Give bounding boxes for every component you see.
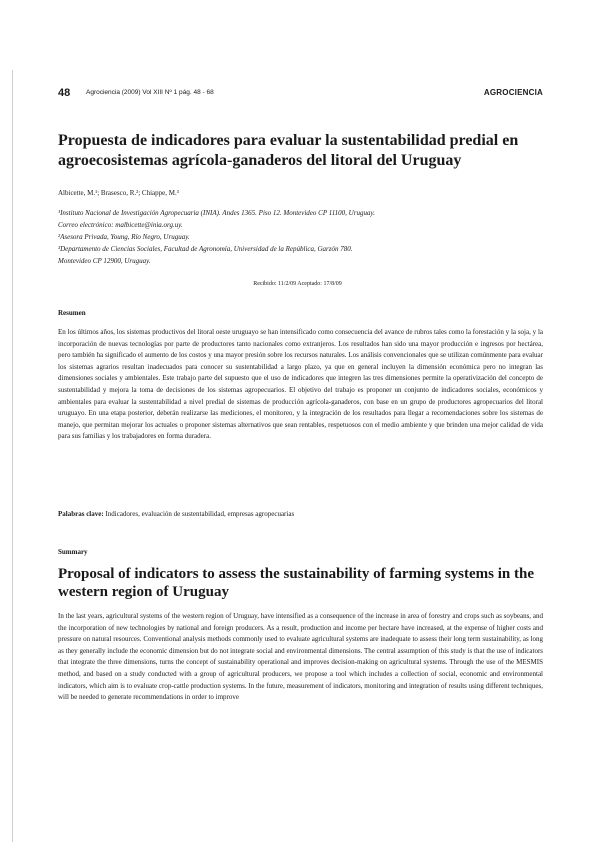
affiliations [58, 207, 543, 267]
resumen-heading: Resumen [58, 309, 86, 317]
summary-text: In the last years, agricultural systems of the western region of Uruguay, have intensified as a consequence of the increase in area of forestry and crops such as soybeans, and the incorporation of new technologies by national and foreign producers. As a result, production and income per hectare have increased, at the expense of higher costs and pressure on natural resources. Conventional analysis methods commonly used to evaluate agricultural systems are inadequate to assess their long term sustainability, as long as they generally include the economic dimension but do not integrate social and environmental dimensions. The central assumption of this study is that the use of indicators that integrate the three dimensions, turns the concept of sustainability operational and improves decision-making on agricultural systems. Through the use of the MESMIS method, and based on a study conducted with a group of agricultural producers, we propose a tool which includes a collection of social, economic and environmental indicators, which aim is to evaluate crop-cattle production systems. In the future, measurement of indicators, monitoring and integration of results using different techniques, will be needed to generate recommendations in order to improve [58, 612, 543, 702]
keywords-label: Palabras clave: [58, 510, 104, 518]
journal-name: AGROCIENCIA [483, 88, 543, 97]
affiliation-line: Montevideo CP 12900, Uruguay. [58, 257, 151, 265]
article-title-spanish: Propuesta de indicadores para evaluar la sustentabilidad predial en agroecosistemas agrícola-ganaderos del litoral del Uruguay [58, 132, 519, 169]
affiliation-email: Correo electrónico: malbicette@inia.org.uy. [58, 221, 183, 229]
page-header [58, 87, 543, 101]
article-title-english: Proposal of indicators to assess the sustainability of farming systems in the western region of Uruguay [58, 566, 534, 600]
journal-citation: Agrociencia (2009) Vol XIII Nº 1 pág. 48 - 68 [86, 89, 214, 96]
resumen-text: En los últimos años, los sistemas productivos del litoral oeste uruguayo se han intensificado como consecuencia del avance de rubros tales como la forestación y la soja, y la incorporación de nuevas tecnologías por parte de productores tanto nacionales como extranjeros. Los resultados han sido una mayor producción e ingresos por hectárea, pero también ha significado el aumento de los costos y una mayor presión sobre los recursos naturales. Los análisis convencionales que se utilizan comúnmente para evaluar los sistemas agrarios resultan inadecuados para conocer su sustentabilidad a largo plazo, ya que en general incluyen la dimensión económica pero no integran las dimensiones sociales y ambientales. Este trabajo parte del supuesto que el uso de indicadores que integren las tres dimensiones permite la operativización del concepto de sustentabilidad y mejora la toma de decisiones de los sistemas agropecuarios. El objetivo del trabajo es proponer un conjunto de indicadores sociales, económicos y ambientales para evaluar la sustentabilidad a nivel predial de sistemas de producción agrícola-ganaderos, con base en un grupo de productores agropecuarios del litoral uruguayo. En una etapa posterior, deberán realizarse las mediciones, el monitoreo, y la integración de los resultados para llegar a recomendaciones sobre los sistemas de manejo, que permitan mejorar los actuales o proponer sistemas alternativos que sean rentables, respetuosos con el medio ambiente y que brinden una mejor calidad de vida para sus familias y los trabajadores en forma duradera. [58, 328, 543, 441]
affiliation-line: ²Asesora Privada, Young, Río Negro, Uruguay. [58, 233, 190, 241]
page-margin-rule [12, 70, 13, 842]
summary-heading: Summary [58, 548, 88, 556]
received-accepted-dates: Recibido: 11/2/09 Aceptado: 17/8/09 [253, 281, 342, 287]
keywords-text: Indicadores, evaluación de sustentabilidad, empresas agropecuarias [105, 510, 295, 518]
affiliation-line: ³Departamento de Ciencias Sociales, Facultad de Agronomía, Universidad de la República, Garzón 780. [58, 245, 353, 253]
page-number: 48 [58, 87, 71, 99]
affiliation-line: ¹Instituto Nacional de Investigación Agropecuaria (INIA). Andes 1365. Piso 12. Montevideo CP 11100, Uruguay. [58, 209, 375, 217]
keywords [58, 510, 294, 518]
author-list: Albicette, M.¹; Brasesco, R.²; Chiappe, M.³ [58, 189, 179, 197]
